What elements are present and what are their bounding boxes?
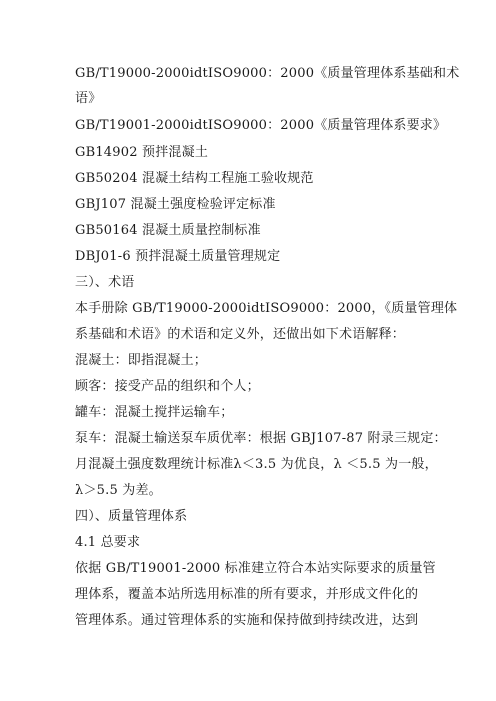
- text-line: 混凝土：即指混凝土；: [75, 353, 208, 368]
- text-line: 本手册除 GB/T19000-2000idtISO9000：2000，《质量管理体: [75, 301, 458, 316]
- text-line: 泵车：混凝土输送泵车质优率：根据 GBJ107-87 附录三规定：: [75, 431, 447, 446]
- text-line: GB50204 混凝土结构工程施工验收规范: [75, 171, 314, 186]
- text-line: 语》: [75, 91, 102, 106]
- text-line: GBJ107 混凝土强度检验评定标准: [75, 197, 276, 212]
- text-line: GB/T19000-2000idtISO9000：2000《质量管理体系基础和术: [75, 66, 460, 81]
- text-line: 月混凝土强度数理统计标准λ＜3.5 为优良，λ ＜5.5 为一般，: [75, 457, 438, 472]
- section-heading: 四）、质量管理体系: [75, 509, 188, 524]
- text-line: GB14902 预拌混凝土: [75, 145, 209, 160]
- text-line: 系基础和术语》的术语和定义外，还做出如下术语解释：: [75, 327, 406, 342]
- text-line: 依据 GB/T19001-2000 标准建立符合本站实际要求的质量管: [75, 561, 436, 576]
- text-line: 管理体系。通过管理体系的实施和保持做到持续改进，达到: [75, 613, 419, 628]
- text-line: DBJ01-6 预拌混凝土质量管理规定: [75, 249, 281, 264]
- text-line: λ＞5.5 为差。: [75, 483, 162, 498]
- text-line: 理体系，覆盖本站所选用标准的所有要求，并形成文件化的: [75, 587, 419, 602]
- text-line: GB50164 混凝土质量控制标准: [75, 223, 261, 238]
- text-line: 顾客：接受产品的组织和个人；: [75, 379, 260, 394]
- subsection-heading: 4.1 总要求: [75, 535, 141, 550]
- text-line: GB/T19001-2000idtISO9000：2000《质量管理体系要求》: [75, 118, 447, 133]
- text-line: 罐车：混凝土搅拌运输车；: [75, 405, 234, 420]
- section-heading: 三）、术语: [75, 275, 135, 290]
